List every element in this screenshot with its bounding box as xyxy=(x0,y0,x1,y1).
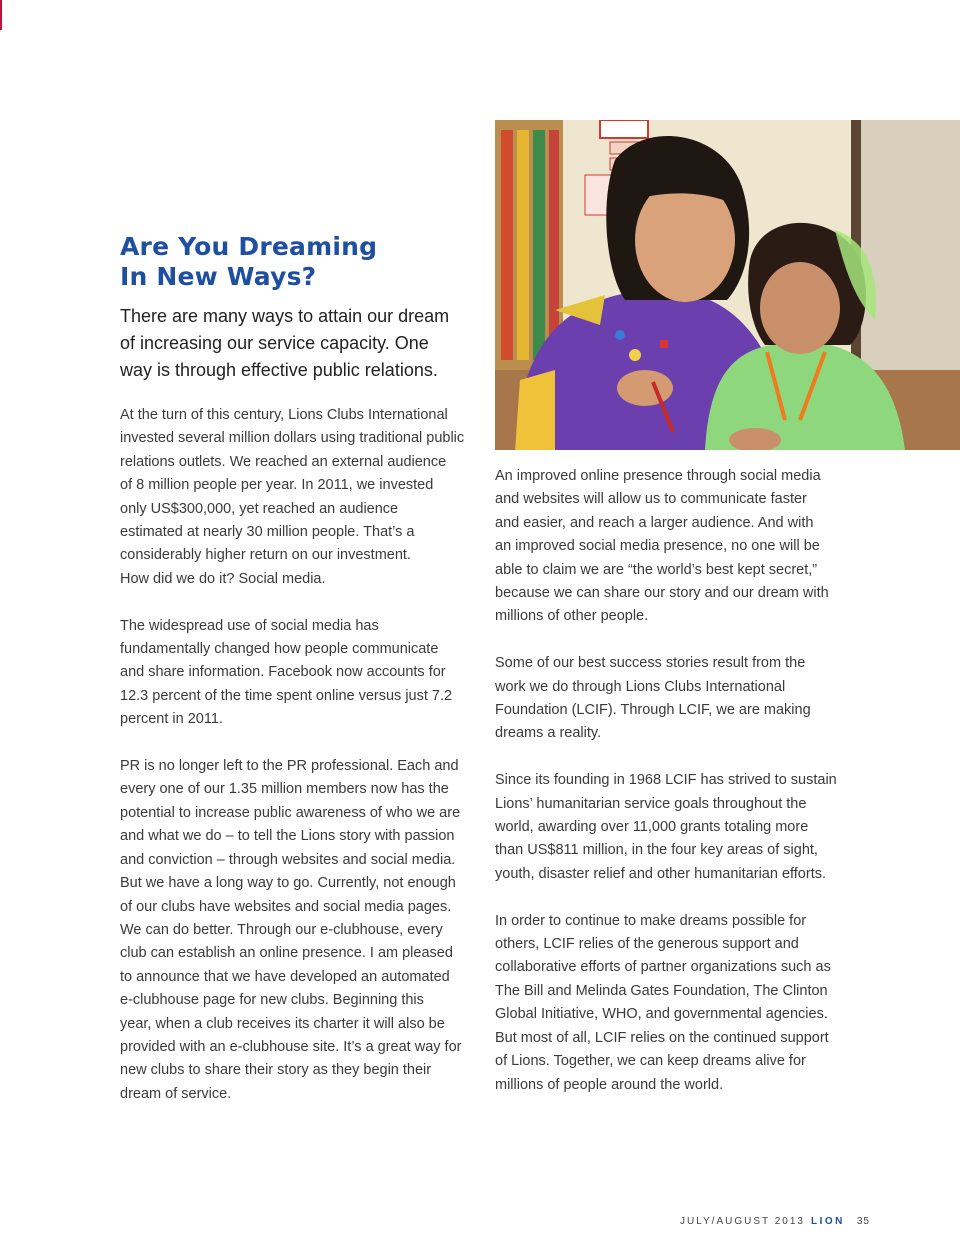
edge-mark xyxy=(0,0,2,30)
text-line: of our clubs have websites and social media pages. xyxy=(120,898,452,915)
text-line: An improved online presence through social media xyxy=(495,468,821,484)
text-line: than US$811 million, in the four key areas of sight, xyxy=(495,842,818,859)
text-line: of 8 million people per year. In 2011, we invested xyxy=(120,477,434,494)
paragraph xyxy=(120,404,472,591)
paragraph xyxy=(495,910,847,1097)
text-line: e-clubhouse page for new clubs. Beginning this xyxy=(120,992,424,1009)
text-line: PR is no longer left to the PR professional. Each and xyxy=(120,758,459,775)
text-line: potential to increase public awareness of who we are xyxy=(120,804,461,821)
text-line: others, LCIF relies of the generous support and xyxy=(495,936,799,953)
text-line: and share information. Facebook now accounts for xyxy=(120,664,446,681)
text-line: club can establish an online presence. I am pleased xyxy=(120,945,453,962)
text-line: At the turn of this century, Lions Clubs International xyxy=(120,407,448,423)
right-column xyxy=(495,465,847,1120)
text-line: year, when a club receives its charter it will also be xyxy=(120,1015,445,1032)
text-line: Global Initiative, WHO, and governmental agencies. xyxy=(495,1006,828,1023)
text-line: considerably higher return on our investment. xyxy=(120,547,411,564)
text-line: fundamentally changed how people communicate xyxy=(120,641,439,658)
article-headline xyxy=(120,232,480,292)
left-column xyxy=(120,404,472,1130)
paragraph xyxy=(120,615,472,732)
text-line: dreams a reality. xyxy=(495,725,602,742)
text-line: because we can share our story and our dream with xyxy=(495,585,829,602)
text-line: relations outlets. We reached an external audience xyxy=(120,453,447,470)
text-line: Since its founding in 1968 LCIF has strived to sustain xyxy=(495,772,837,789)
text-line: Lions’ humanitarian service goals throughout the xyxy=(495,795,807,812)
intro-deck xyxy=(120,303,480,384)
article-photo xyxy=(495,120,960,450)
text-line: But we have a long way to go. Currently, not enough xyxy=(120,875,456,892)
text-line: percent in 2011. xyxy=(120,711,223,728)
paragraph xyxy=(495,652,847,746)
text-line: world, awarding over 11,000 grants totaling more xyxy=(495,819,809,836)
text-line: estimated at nearly 30 million people. That’s a xyxy=(120,524,415,541)
text-line: every one of our 1.35 million members now has the xyxy=(120,781,449,798)
text-line: and conviction – through websites and social media. xyxy=(120,851,456,868)
text-line: and websites will allow us to communicate faster xyxy=(495,491,807,508)
intro-line: way is through effective public relations. xyxy=(120,360,438,380)
text-line: an improved social media presence, no one will be xyxy=(495,538,820,555)
text-line: and easier, and reach a larger audience. And with xyxy=(495,514,814,531)
paragraph xyxy=(495,769,847,886)
text-line: 12.3 percent of the time spent online versus just 7.2 xyxy=(120,687,453,704)
headline-line: In New Ways? xyxy=(120,262,317,291)
intro-line: There are many ways to attain our dream xyxy=(120,306,450,326)
intro-line: of increasing our service capacity. One xyxy=(120,333,429,353)
text-line: millions of other people. xyxy=(495,608,649,625)
text-line: We can do better. Through our e-clubhouse, every xyxy=(120,921,443,938)
text-line: only US$300,000, yet reached an audience xyxy=(120,500,399,517)
text-line: But most of all, LCIF relies on the continued support xyxy=(495,1029,829,1046)
text-line: to announce that we have developed an automated xyxy=(120,968,450,985)
text-line: youth, disaster relief and other humanitarian efforts. xyxy=(495,865,827,882)
text-line: collaborative efforts of partner organizations such as xyxy=(495,959,831,976)
photo-poster xyxy=(600,120,648,138)
text-line: provided with an e-clubhouse site. It’s a great way for xyxy=(120,1038,462,1055)
text-line: of Lions. Together, we can keep dreams alive for xyxy=(495,1053,806,1070)
footer-brand: LION xyxy=(810,1216,845,1227)
text-line: The widespread use of social media has xyxy=(120,617,379,634)
text-line: How did we do it? Social media. xyxy=(120,570,326,587)
text-line: work we do through Lions Clubs International xyxy=(495,678,786,695)
text-line: The Bill and Melinda Gates Foundation, The Clinton xyxy=(495,982,828,999)
paragraph xyxy=(495,465,847,629)
paragraph xyxy=(120,755,472,1106)
text-line: In order to continue to make dreams possible for xyxy=(495,912,807,929)
photo-girl-face xyxy=(760,262,840,354)
photo-illustration xyxy=(495,120,960,450)
text-line: Foundation (LCIF). Through LCIF, we are making xyxy=(495,702,811,719)
footer-issue: JULY/AUGUST 2013 xyxy=(679,1216,805,1227)
text-line: invested several million dollars using traditional public xyxy=(120,430,465,447)
page-footer xyxy=(680,1216,870,1227)
text-line: dream of service. xyxy=(120,1085,232,1102)
page-number: 35 xyxy=(856,1216,870,1227)
text-line: millions of people around the world. xyxy=(495,1076,724,1093)
headline-line: Are You Dreaming xyxy=(120,232,378,261)
text-line: able to claim we are “the world’s best kept secret,” xyxy=(495,561,818,578)
text-line: Some of our best success stories result from the xyxy=(495,655,806,672)
text-line: new clubs to share their story as they begin their xyxy=(120,1062,432,1079)
text-line: and what we do – to tell the Lions story with passion xyxy=(120,828,455,845)
